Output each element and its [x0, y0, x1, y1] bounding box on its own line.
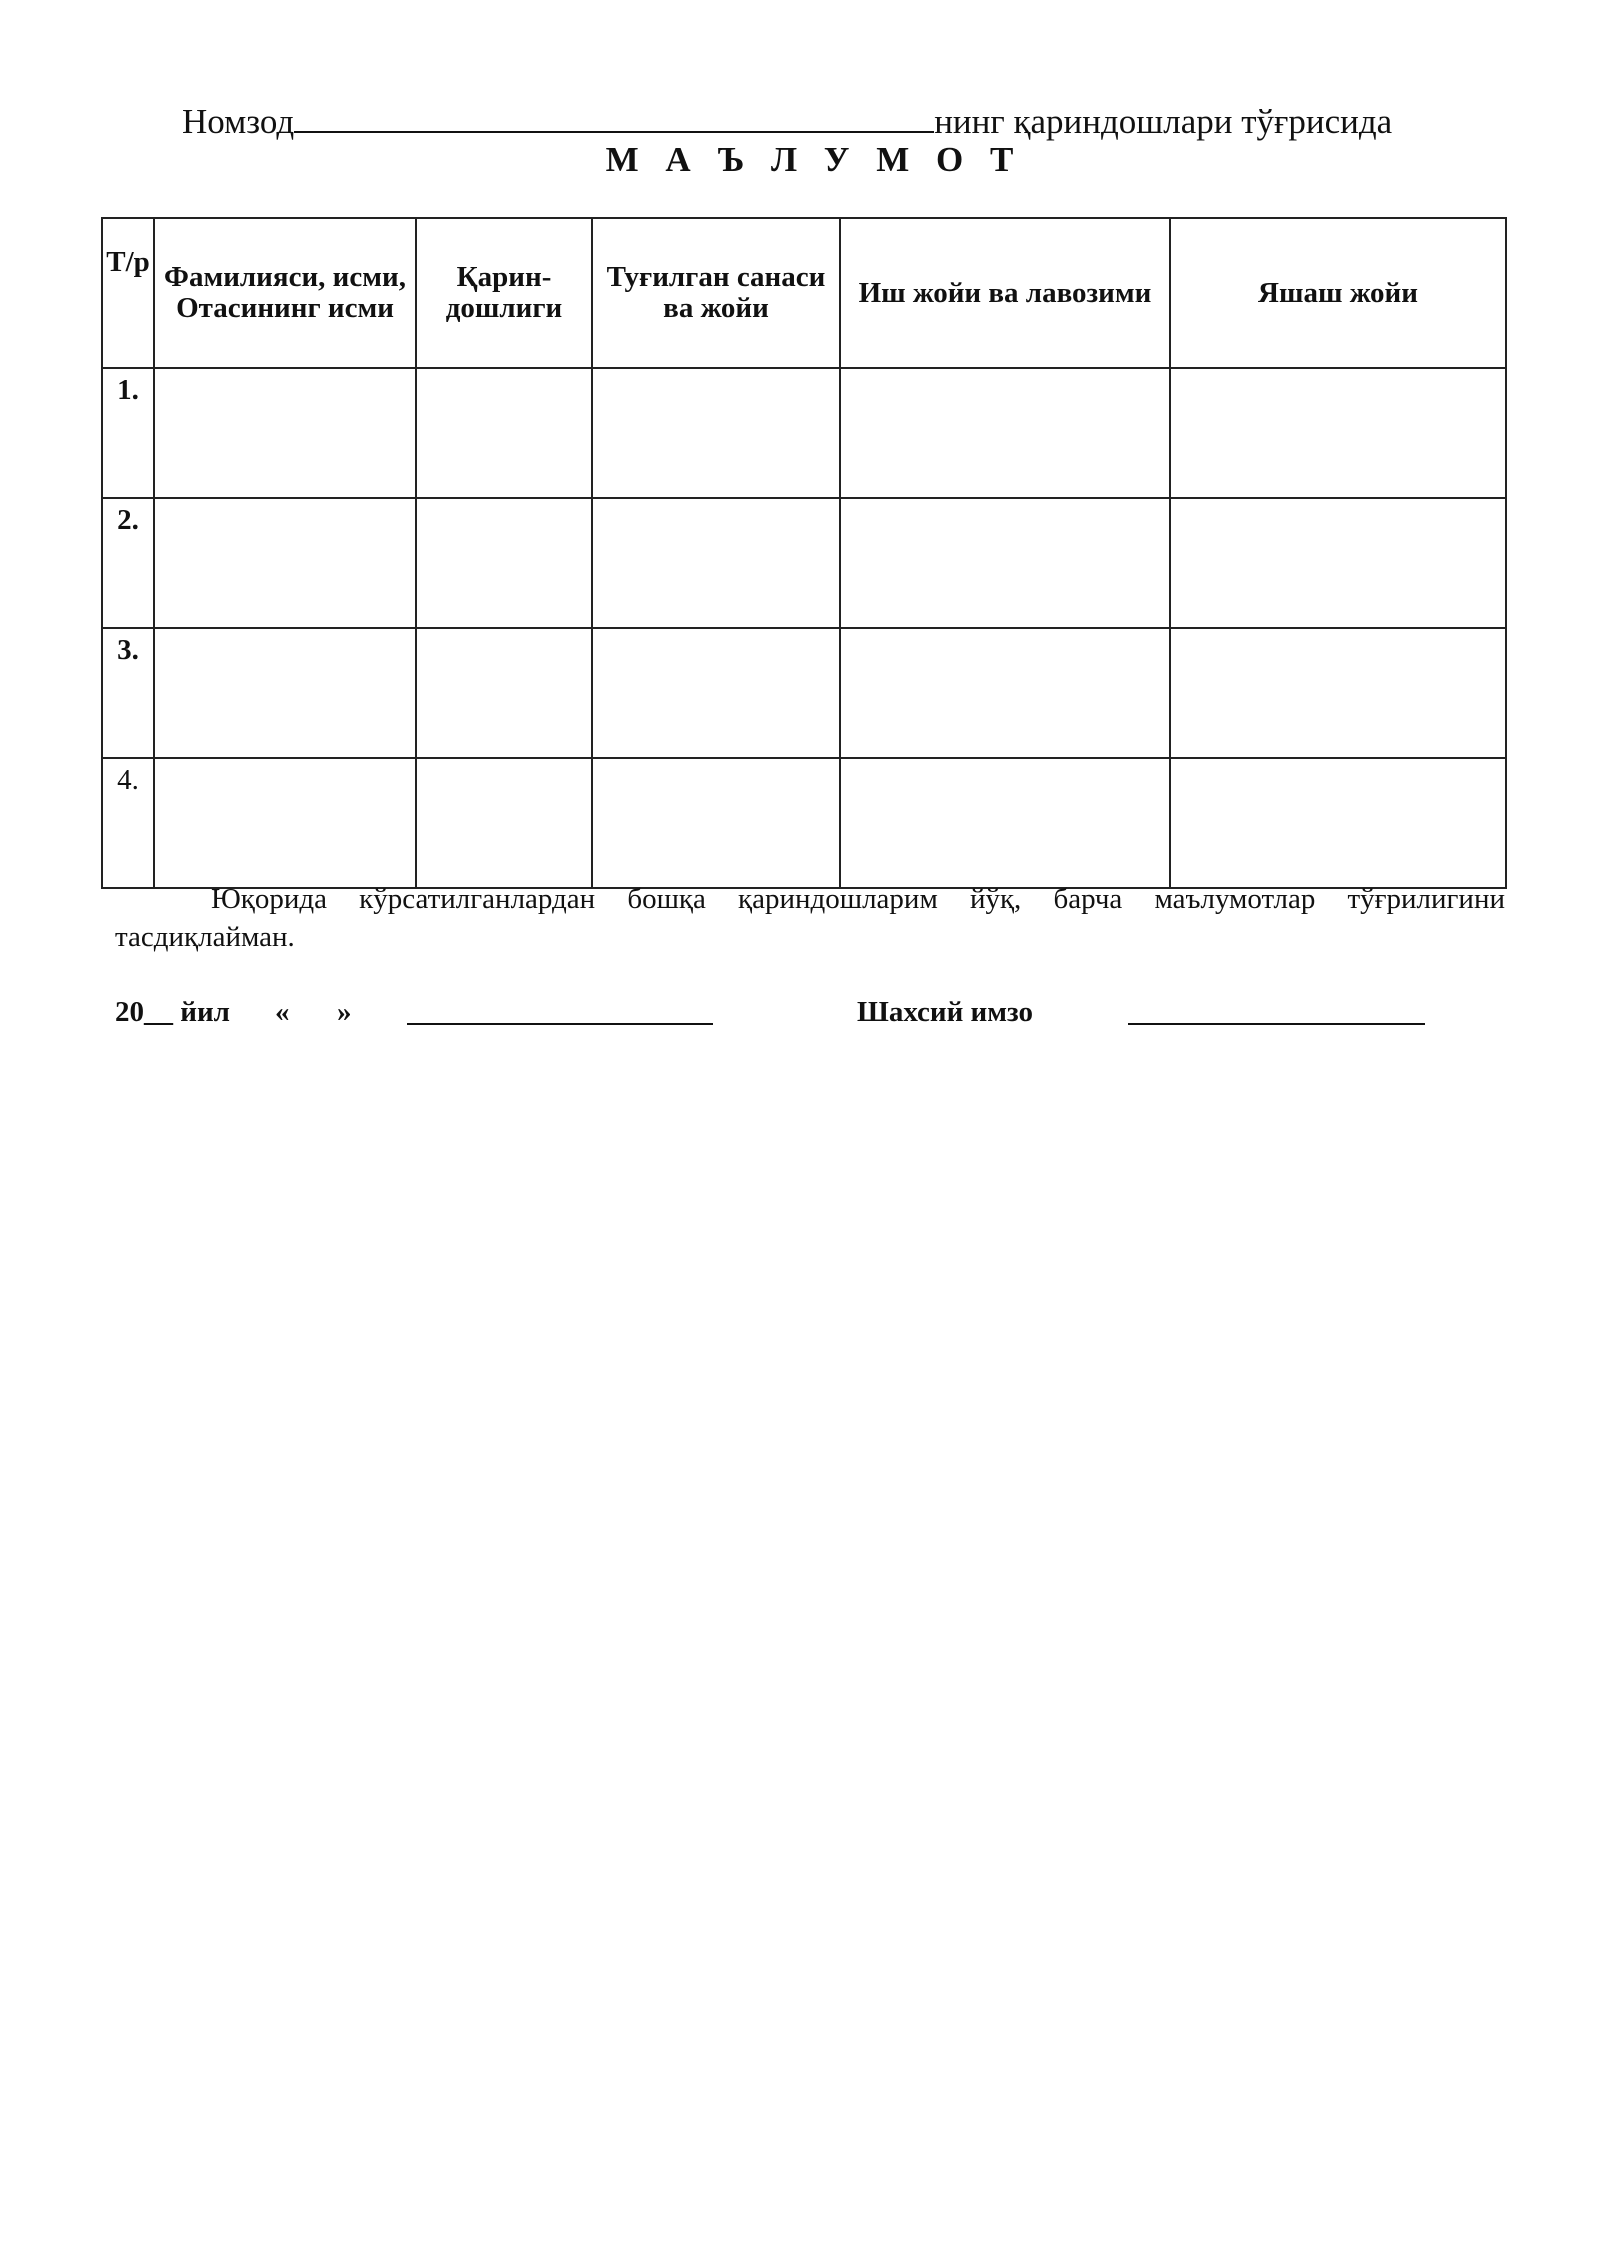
row-number: 2.	[102, 498, 154, 628]
signature-row	[115, 993, 1515, 1037]
residence-cell[interactable]	[1170, 628, 1506, 758]
birth-cell[interactable]	[592, 628, 840, 758]
confirmation-note: Юқорида кўрсатилганлардан бошқа қариндошларим йўқ, барча маълумотлар тўғрилигини тасдиқлайман.	[115, 883, 1505, 953]
relation-cell[interactable]	[416, 498, 592, 628]
date-open-quote: «	[275, 996, 290, 1028]
table-row	[102, 498, 1506, 628]
col-relation-header: Қарин-дошлиги	[416, 218, 592, 368]
birth-cell[interactable]	[592, 368, 840, 498]
signature-label: Шахсий имзо	[857, 996, 1033, 1028]
work-cell[interactable]	[840, 628, 1170, 758]
col-fullname-header: Фамилияси, исми, Отасининг исми	[154, 218, 416, 368]
table-row	[102, 628, 1506, 758]
year-label: 20__ йил	[115, 996, 230, 1028]
candidate-name-blank[interactable]	[294, 101, 934, 133]
table-row	[102, 368, 1506, 498]
signature-blank-line[interactable]	[1128, 1023, 1425, 1025]
table-row	[102, 758, 1506, 888]
col-birth-header: Туғилган санаси ва жойи	[592, 218, 840, 368]
relation-cell[interactable]	[416, 368, 592, 498]
residence-cell[interactable]	[1170, 758, 1506, 888]
fullname-cell[interactable]	[154, 628, 416, 758]
col-residence-header: Яшаш жойи	[1170, 218, 1506, 368]
fullname-cell[interactable]	[154, 498, 416, 628]
residence-cell[interactable]	[1170, 368, 1506, 498]
birth-cell[interactable]	[592, 758, 840, 888]
row-number: 1.	[102, 368, 154, 498]
date-blank-line[interactable]	[407, 1023, 713, 1025]
heading-suffix: нинг қариндошлари тўғрисида	[934, 102, 1393, 141]
work-cell[interactable]	[840, 498, 1170, 628]
table-header-row	[102, 218, 1506, 368]
row-number: 3.	[102, 628, 154, 758]
fullname-cell[interactable]	[154, 368, 416, 498]
page-title: М А Ъ Л У М О Т	[605, 140, 1023, 179]
relation-cell[interactable]	[416, 758, 592, 888]
relatives-table	[101, 217, 1507, 889]
relation-cell[interactable]	[416, 628, 592, 758]
row-number: 4.	[102, 758, 154, 888]
residence-cell[interactable]	[1170, 498, 1506, 628]
fullname-cell[interactable]	[154, 758, 416, 888]
birth-cell[interactable]	[592, 498, 840, 628]
work-cell[interactable]	[840, 368, 1170, 498]
work-cell[interactable]	[840, 758, 1170, 888]
col-work-header: Иш жойи ва лавозими	[840, 218, 1170, 368]
heading-prefix: Номзод	[182, 102, 295, 141]
date-close-quote: »	[337, 996, 352, 1028]
col-number-header: Т/р	[102, 218, 154, 368]
